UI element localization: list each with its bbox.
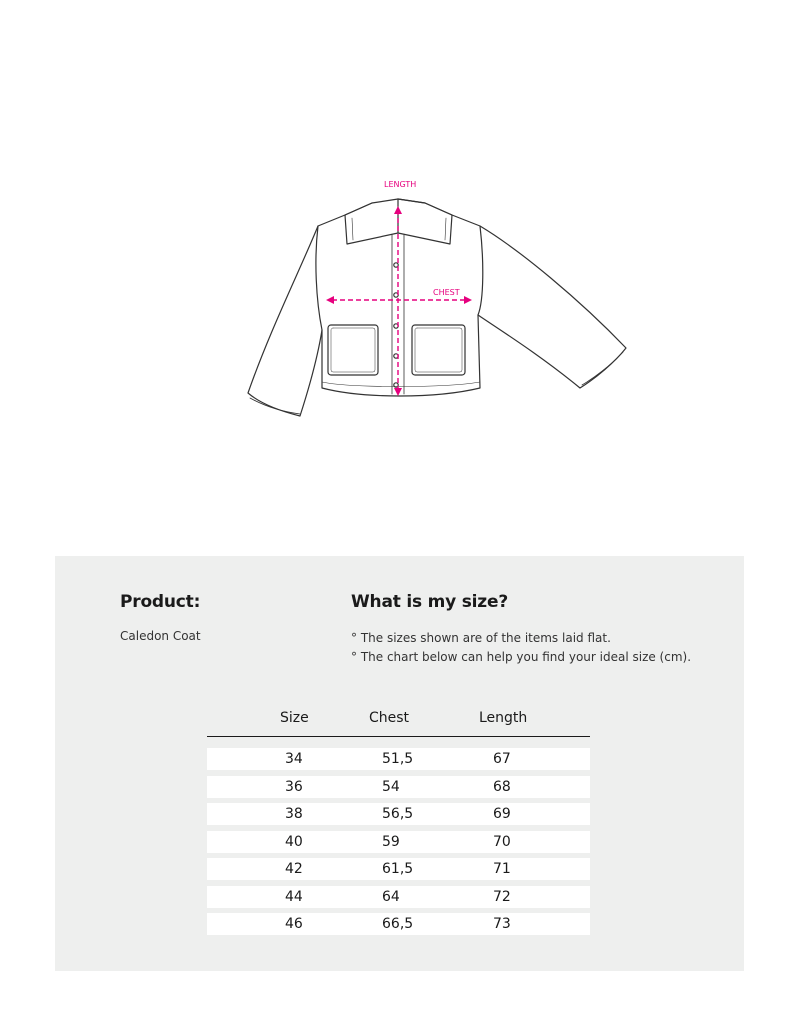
table-row <box>207 803 590 825</box>
length-label: LENGTH <box>384 180 417 189</box>
cell-chest: 64 <box>382 888 400 905</box>
right-pocket <box>412 325 465 375</box>
cell-size: 34 <box>285 751 303 767</box>
table-row <box>207 831 590 853</box>
cell-chest: 61,5 <box>382 861 414 877</box>
size-table <box>207 706 590 941</box>
left-sleeve <box>248 226 322 416</box>
table-row <box>207 858 590 880</box>
table-row <box>207 886 590 908</box>
cell-size: 44 <box>285 888 303 905</box>
cell-length: 69 <box>493 806 511 822</box>
cell-size: 36 <box>285 778 303 795</box>
cell-length: 71 <box>493 861 511 877</box>
cell-size: 38 <box>285 806 303 822</box>
size-notes <box>351 629 691 667</box>
cell-length: 72 <box>493 888 511 905</box>
cell-chest: 51,5 <box>382 751 414 767</box>
cell-size: 46 <box>285 916 303 932</box>
product-name: Caledon Coat <box>120 629 201 643</box>
note-ideal-size: ° The chart below can help you find your ideal size (cm). <box>351 650 692 664</box>
size-table-body <box>207 748 590 935</box>
table-row <box>207 776 590 798</box>
cell-length: 68 <box>493 778 511 795</box>
cell-length: 67 <box>493 751 511 767</box>
cell-length: 73 <box>493 916 511 932</box>
cell-chest: 59 <box>382 833 400 850</box>
size-info-panel <box>55 556 744 971</box>
cell-size: 42 <box>285 861 303 877</box>
cell-chest: 54 <box>382 778 400 795</box>
right-sleeve <box>478 226 626 388</box>
header-chest: Chest <box>369 710 410 726</box>
header-length: Length <box>479 710 528 726</box>
table-row <box>207 748 590 770</box>
cell-chest: 66,5 <box>382 916 414 932</box>
left-pocket <box>328 325 378 375</box>
table-row <box>207 913 590 935</box>
cell-chest: 56,5 <box>382 806 414 822</box>
header-size: Size <box>280 710 309 726</box>
cell-size: 40 <box>285 833 303 850</box>
collar-right <box>398 199 452 244</box>
size-heading: What is my size? <box>351 592 508 612</box>
jacket-body <box>316 199 483 396</box>
cell-length: 70 <box>493 833 511 850</box>
chest-label: CHEST <box>433 288 460 297</box>
product-heading: Product: <box>120 592 201 612</box>
note-laid-flat: ° The sizes shown are of the items laid flat. <box>351 631 611 645</box>
size-table-header <box>207 706 590 737</box>
